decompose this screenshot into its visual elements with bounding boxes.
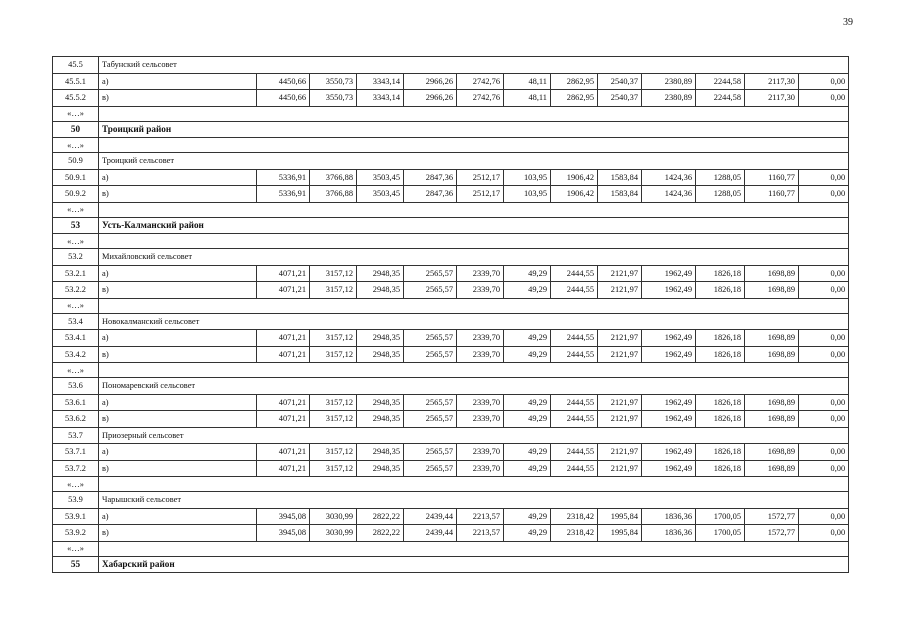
section-title: Пономаревский сельсовет	[99, 378, 849, 395]
value-cell: 3343,14	[357, 73, 404, 90]
value-cell: 0,00	[799, 169, 849, 186]
district-code: 50	[53, 121, 99, 138]
value-cell: 0,00	[799, 265, 849, 282]
table-row	[53, 169, 849, 186]
value-cell: 2966,26	[404, 73, 457, 90]
value-cell: 3157,12	[310, 346, 357, 363]
value-cell: 2948,35	[357, 444, 404, 461]
value-cell: 2244,58	[696, 90, 745, 107]
value-cell: 2444,55	[551, 460, 598, 477]
omission-filler	[99, 138, 849, 153]
value-cell: 2966,26	[404, 90, 457, 107]
value-cell: 4450,66	[257, 90, 310, 107]
value-cell: 2121,97	[598, 394, 642, 411]
section-row	[53, 153, 849, 170]
value-cell: 3157,12	[310, 460, 357, 477]
value-cell: 3550,73	[310, 90, 357, 107]
value-cell: 1572,77	[745, 525, 799, 542]
value-cell: 3157,12	[310, 282, 357, 299]
value-cell: 2339,70	[457, 346, 504, 363]
value-cell: 1826,18	[696, 394, 745, 411]
omission-filler	[99, 234, 849, 249]
omission-mark: «…»	[53, 541, 99, 556]
value-cell: 1962,49	[642, 394, 696, 411]
value-cell: 4071,21	[257, 460, 310, 477]
value-cell: 2847,36	[404, 169, 457, 186]
value-cell: 2444,55	[551, 394, 598, 411]
value-cell: 4071,21	[257, 444, 310, 461]
value-cell: 3503,45	[357, 186, 404, 203]
value-cell: 49,29	[504, 394, 551, 411]
section-code: 50.9	[53, 153, 99, 170]
value-cell: 2380,89	[642, 90, 696, 107]
value-cell: 2121,97	[598, 265, 642, 282]
value-cell: 1962,49	[642, 460, 696, 477]
omission-filler	[99, 541, 849, 556]
value-cell: 2339,70	[457, 411, 504, 428]
value-cell: 1698,89	[745, 460, 799, 477]
value-cell: 2565,57	[404, 460, 457, 477]
value-cell: 1826,18	[696, 265, 745, 282]
value-cell: 1962,49	[642, 282, 696, 299]
value-cell: 1424,36	[642, 186, 696, 203]
value-cell: 0,00	[799, 460, 849, 477]
value-cell: 2742,76	[457, 73, 504, 90]
value-cell: 2117,30	[745, 73, 799, 90]
district-row	[53, 217, 849, 234]
value-cell: 2948,35	[357, 265, 404, 282]
value-cell: 2822,22	[357, 525, 404, 542]
table-row	[53, 508, 849, 525]
value-cell: 2512,17	[457, 169, 504, 186]
value-cell: 1995,84	[598, 508, 642, 525]
value-cell: 1572,77	[745, 508, 799, 525]
row-code: 53.9.2	[53, 525, 99, 542]
value-cell: 48,11	[504, 73, 551, 90]
value-cell: 2948,35	[357, 346, 404, 363]
value-cell: 2540,37	[598, 73, 642, 90]
value-cell: 2121,97	[598, 346, 642, 363]
omission-filler	[99, 106, 849, 121]
page-number: 39	[843, 17, 853, 28]
value-cell: 2565,57	[404, 444, 457, 461]
value-cell: 1962,49	[642, 411, 696, 428]
value-cell: 2862,95	[551, 90, 598, 107]
value-cell: 2565,57	[404, 330, 457, 347]
value-cell: 1962,49	[642, 330, 696, 347]
value-cell: 49,29	[504, 411, 551, 428]
value-cell: 2862,95	[551, 73, 598, 90]
value-cell: 4071,21	[257, 411, 310, 428]
value-cell: 1836,36	[642, 508, 696, 525]
value-cell: 1700,05	[696, 508, 745, 525]
value-cell: 1583,84	[598, 169, 642, 186]
value-cell: 2512,17	[457, 186, 504, 203]
omission-row	[53, 541, 849, 556]
omission-row	[53, 234, 849, 249]
value-cell: 2339,70	[457, 265, 504, 282]
district-row	[53, 556, 849, 573]
value-cell: 2948,35	[357, 330, 404, 347]
row-label: в)	[99, 346, 257, 363]
value-cell: 2380,89	[642, 73, 696, 90]
value-cell: 1906,42	[551, 186, 598, 203]
value-cell: 3945,08	[257, 525, 310, 542]
value-cell: 1698,89	[745, 330, 799, 347]
value-cell: 2565,57	[404, 346, 457, 363]
row-code: 50.9.2	[53, 186, 99, 203]
value-cell: 0,00	[799, 90, 849, 107]
value-cell: 3343,14	[357, 90, 404, 107]
value-cell: 2117,30	[745, 90, 799, 107]
table-row	[53, 346, 849, 363]
section-row	[53, 427, 849, 444]
value-cell: 0,00	[799, 394, 849, 411]
value-cell: 4071,21	[257, 394, 310, 411]
value-cell: 4071,21	[257, 265, 310, 282]
section-title: Троицкий сельсовет	[99, 153, 849, 170]
table-row	[53, 444, 849, 461]
value-cell: 2444,55	[551, 282, 598, 299]
value-cell: 1424,36	[642, 169, 696, 186]
row-code: 53.4.2	[53, 346, 99, 363]
value-cell: 0,00	[799, 73, 849, 90]
district-code: 53	[53, 217, 99, 234]
value-cell: 103,95	[504, 169, 551, 186]
district-code: 55	[53, 556, 99, 573]
value-cell: 0,00	[799, 411, 849, 428]
section-title: Чарышский сельсовет	[99, 492, 849, 509]
value-cell: 1962,49	[642, 265, 696, 282]
value-cell: 2444,55	[551, 330, 598, 347]
section-title: Табунский сельсовет	[99, 57, 849, 74]
value-cell: 3157,12	[310, 444, 357, 461]
value-cell: 1288,05	[696, 169, 745, 186]
district-row	[53, 121, 849, 138]
section-code: 53.4	[53, 313, 99, 330]
omission-filler	[99, 363, 849, 378]
omission-mark: «…»	[53, 138, 99, 153]
value-cell: 49,29	[504, 444, 551, 461]
value-cell: 1995,84	[598, 525, 642, 542]
value-cell: 1698,89	[745, 265, 799, 282]
row-label: а)	[99, 73, 257, 90]
table-row	[53, 265, 849, 282]
omission-row	[53, 477, 849, 492]
value-cell: 3030,99	[310, 508, 357, 525]
row-label: в)	[99, 460, 257, 477]
value-cell: 1836,36	[642, 525, 696, 542]
row-label: а)	[99, 444, 257, 461]
omission-mark: «…»	[53, 106, 99, 121]
value-cell: 3945,08	[257, 508, 310, 525]
value-cell: 48,11	[504, 90, 551, 107]
value-cell: 0,00	[799, 186, 849, 203]
value-cell: 1288,05	[696, 186, 745, 203]
table-row	[53, 460, 849, 477]
value-cell: 2444,55	[551, 444, 598, 461]
value-cell: 3030,99	[310, 525, 357, 542]
value-cell: 2948,35	[357, 282, 404, 299]
section-title: Приозерный сельсовет	[99, 427, 849, 444]
row-label: в)	[99, 525, 257, 542]
value-cell: 103,95	[504, 186, 551, 203]
value-cell: 2244,58	[696, 73, 745, 90]
value-cell: 0,00	[799, 444, 849, 461]
omission-row	[53, 363, 849, 378]
omission-mark: «…»	[53, 477, 99, 492]
section-row	[53, 57, 849, 74]
value-cell: 0,00	[799, 282, 849, 299]
value-cell: 1160,77	[745, 169, 799, 186]
omission-mark: «…»	[53, 363, 99, 378]
omission-filler	[99, 202, 849, 217]
row-code: 53.7.2	[53, 460, 99, 477]
district-title: Троицкий район	[99, 121, 849, 138]
row-code: 53.2.2	[53, 282, 99, 299]
value-cell: 4071,21	[257, 282, 310, 299]
value-cell: 3157,12	[310, 394, 357, 411]
row-label: а)	[99, 169, 257, 186]
value-cell: 4071,21	[257, 346, 310, 363]
value-cell: 4071,21	[257, 330, 310, 347]
omission-row	[53, 202, 849, 217]
value-cell: 2847,36	[404, 186, 457, 203]
row-label: а)	[99, 508, 257, 525]
table-row	[53, 525, 849, 542]
value-cell: 1826,18	[696, 444, 745, 461]
value-cell: 1826,18	[696, 346, 745, 363]
omission-filler	[99, 298, 849, 313]
value-cell: 2565,57	[404, 282, 457, 299]
value-cell: 1698,89	[745, 444, 799, 461]
value-cell: 2213,57	[457, 525, 504, 542]
value-cell: 49,29	[504, 265, 551, 282]
table-row	[53, 411, 849, 428]
row-code: 53.6.2	[53, 411, 99, 428]
value-cell: 2318,42	[551, 508, 598, 525]
value-cell: 2121,97	[598, 330, 642, 347]
row-label: а)	[99, 330, 257, 347]
value-cell: 0,00	[799, 525, 849, 542]
value-cell: 2948,35	[357, 411, 404, 428]
value-cell: 2742,76	[457, 90, 504, 107]
value-cell: 2121,97	[598, 444, 642, 461]
value-cell: 1826,18	[696, 282, 745, 299]
omission-mark: «…»	[53, 202, 99, 217]
value-cell: 2339,70	[457, 460, 504, 477]
section-code: 53.2	[53, 249, 99, 266]
value-cell: 1698,89	[745, 346, 799, 363]
section-row	[53, 313, 849, 330]
row-label: в)	[99, 186, 257, 203]
value-cell: 1698,89	[745, 394, 799, 411]
value-cell: 3503,45	[357, 169, 404, 186]
value-cell: 1906,42	[551, 169, 598, 186]
value-cell: 1700,05	[696, 525, 745, 542]
row-code: 53.6.1	[53, 394, 99, 411]
value-cell: 49,29	[504, 508, 551, 525]
row-code: 53.9.1	[53, 508, 99, 525]
value-cell: 1826,18	[696, 460, 745, 477]
value-cell: 2121,97	[598, 411, 642, 428]
value-cell: 4450,66	[257, 73, 310, 90]
table-row	[53, 90, 849, 107]
value-cell: 0,00	[799, 346, 849, 363]
value-cell: 2565,57	[404, 265, 457, 282]
value-cell: 2444,55	[551, 411, 598, 428]
value-cell: 1826,18	[696, 411, 745, 428]
value-cell: 2339,70	[457, 282, 504, 299]
value-cell: 49,29	[504, 282, 551, 299]
district-title: Хабарский район	[99, 556, 849, 573]
value-cell: 3157,12	[310, 330, 357, 347]
value-cell: 49,29	[504, 346, 551, 363]
value-cell: 2439,44	[404, 508, 457, 525]
value-cell: 1583,84	[598, 186, 642, 203]
value-cell: 2339,70	[457, 394, 504, 411]
value-cell: 2444,55	[551, 265, 598, 282]
omission-row	[53, 106, 849, 121]
table-row	[53, 330, 849, 347]
value-cell: 1160,77	[745, 186, 799, 203]
row-label: в)	[99, 90, 257, 107]
row-label: а)	[99, 265, 257, 282]
row-code: 53.7.1	[53, 444, 99, 461]
section-row	[53, 249, 849, 266]
value-cell: 1962,49	[642, 346, 696, 363]
omission-row	[53, 138, 849, 153]
section-row	[53, 492, 849, 509]
value-cell: 2213,57	[457, 508, 504, 525]
value-cell: 1962,49	[642, 444, 696, 461]
row-code: 53.4.1	[53, 330, 99, 347]
value-cell: 1698,89	[745, 282, 799, 299]
value-cell: 2565,57	[404, 411, 457, 428]
section-row	[53, 378, 849, 395]
row-label: в)	[99, 411, 257, 428]
row-code: 45.5.1	[53, 73, 99, 90]
value-cell: 1826,18	[696, 330, 745, 347]
value-cell: 2948,35	[357, 394, 404, 411]
value-cell: 0,00	[799, 330, 849, 347]
value-cell: 1698,89	[745, 411, 799, 428]
value-cell: 2444,55	[551, 346, 598, 363]
tariff-table	[52, 56, 849, 573]
section-code: 45.5	[53, 57, 99, 74]
row-label: в)	[99, 282, 257, 299]
value-cell: 3766,88	[310, 169, 357, 186]
value-cell: 2339,70	[457, 330, 504, 347]
value-cell: 3766,88	[310, 186, 357, 203]
value-cell: 3157,12	[310, 411, 357, 428]
value-cell: 2540,37	[598, 90, 642, 107]
value-cell: 2339,70	[457, 444, 504, 461]
omission-filler	[99, 477, 849, 492]
value-cell: 2439,44	[404, 525, 457, 542]
row-code: 50.9.1	[53, 169, 99, 186]
value-cell: 2121,97	[598, 282, 642, 299]
section-code: 53.7	[53, 427, 99, 444]
value-cell: 2948,35	[357, 460, 404, 477]
omission-mark: «…»	[53, 298, 99, 313]
value-cell: 2121,97	[598, 460, 642, 477]
value-cell: 3157,12	[310, 265, 357, 282]
value-cell: 3550,73	[310, 73, 357, 90]
row-code: 53.2.1	[53, 265, 99, 282]
table-row	[53, 282, 849, 299]
table-body	[53, 57, 849, 573]
table-row	[53, 73, 849, 90]
district-title: Усть-Калманский район	[99, 217, 849, 234]
value-cell: 2318,42	[551, 525, 598, 542]
row-label: а)	[99, 394, 257, 411]
value-cell: 2822,22	[357, 508, 404, 525]
value-cell: 5336,91	[257, 169, 310, 186]
section-title: Новокалманский сельсовет	[99, 313, 849, 330]
section-title: Михайловский сельсовет	[99, 249, 849, 266]
table-row	[53, 394, 849, 411]
omission-row	[53, 298, 849, 313]
value-cell: 5336,91	[257, 186, 310, 203]
value-cell: 0,00	[799, 508, 849, 525]
value-cell: 49,29	[504, 525, 551, 542]
section-code: 53.9	[53, 492, 99, 509]
row-code: 45.5.2	[53, 90, 99, 107]
omission-mark: «…»	[53, 234, 99, 249]
value-cell: 2565,57	[404, 394, 457, 411]
section-code: 53.6	[53, 378, 99, 395]
value-cell: 49,29	[504, 460, 551, 477]
value-cell: 49,29	[504, 330, 551, 347]
table-row	[53, 186, 849, 203]
